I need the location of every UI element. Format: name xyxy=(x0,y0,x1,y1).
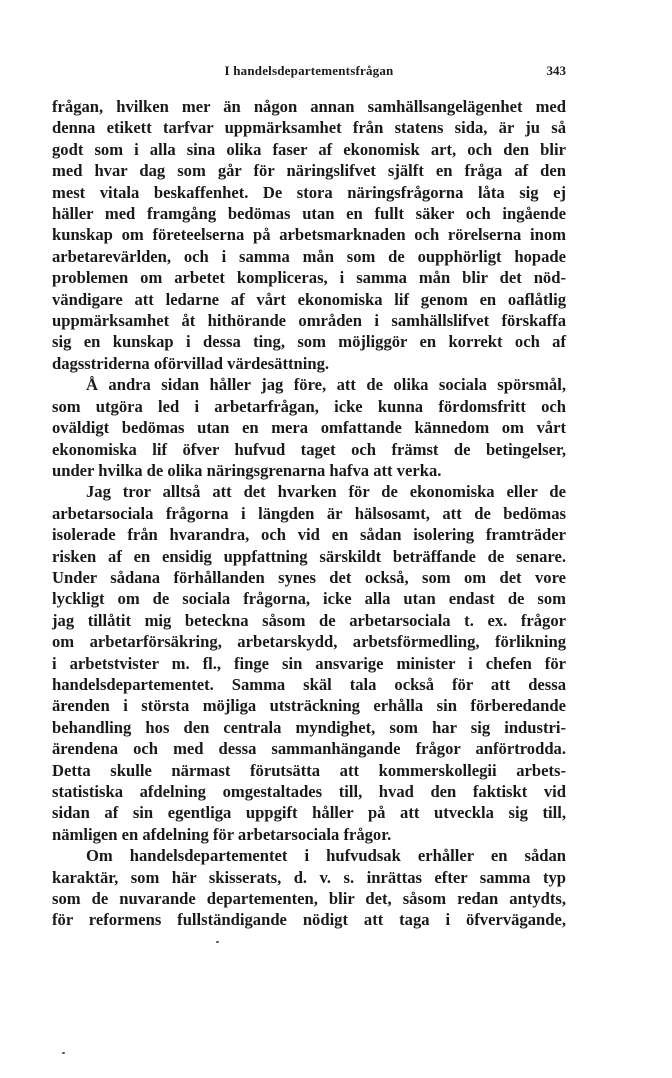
text-line: oväldigt bedömas utan en mera omfattande kännedom om vårt xyxy=(52,418,566,438)
text-line: i arbetstvister m. fl., finge sin ansvarige minister i chefen för xyxy=(52,653,566,673)
body-text xyxy=(52,96,566,931)
text-line: dagsstriderna oförvillad värdesättning. xyxy=(52,353,330,373)
text-line: statistiska afdelning omgestaltades till, hvad den faktiskt vid xyxy=(52,782,566,801)
text-line: karaktär, som här skisserats, d. v. s. inrättas efter samma typ xyxy=(52,867,566,887)
text-line: för reformens fullständigande nödigt att taga i öfvervägande, xyxy=(52,910,566,930)
running-head xyxy=(52,63,566,85)
text-line: häller med framgång bedömas utan en fullt säker och ingående xyxy=(52,204,566,224)
running-title: I handelsdepartementsfrågan xyxy=(224,63,394,78)
text-line: om arbetarförsäkring, arbetarskydd, arbetsförmedling, förlikning xyxy=(52,632,566,652)
text-line: med hvar dag som går för näringslifvet själft en fråga af den xyxy=(52,161,566,181)
text-line: kunskap om företeelserna på arbetsmarknaden och rörelserna inom xyxy=(52,225,566,245)
text-line: sig en kunskap i dessa ting, som möjliggör en korrekt och af xyxy=(52,332,566,352)
text-line: ärenden i största möjliga utsträckning erhålla sin förberedande xyxy=(52,696,566,716)
text-line: risken af en ensidig uppfattning särskildt beträffande de senare. xyxy=(52,546,566,566)
text-line: sidan af sin egentliga uppgift håller på att utveckla sig till, xyxy=(52,803,566,823)
text-line: som utgöra led i arbetarfrågan, icke kunna fördomsfritt och xyxy=(52,396,566,416)
text-line: ärendena och med dessa sammanhängande frågor anförtrodda. xyxy=(52,739,566,759)
text-line: denna etikett tarfvar uppmärksamhet från statens sida, är ju så xyxy=(52,118,566,138)
text-line: Detta skulle närmast förutsätta att kommerskollegii arbets- xyxy=(52,760,566,780)
text-line: behandling hos den centrala myndighet, som har sig industri- xyxy=(52,717,566,737)
text-line: frågan, hvilken mer än någon annan samhällsangelägenhet med xyxy=(52,97,566,116)
text-line: jag tillåtit mig beteckna såsom de arbetarsociala t. ex. frågor xyxy=(52,610,566,630)
text-line: vändigare att ledarne af vårt ekonomiska lif genom en oaflåtlig xyxy=(52,289,566,309)
text-line: godt som i alla sina olika faser af ekonomisk art, och den blir xyxy=(52,139,566,159)
text-line: Jag tror alltså att det hvarken för de ekonomiska eller de xyxy=(86,482,566,502)
text-line: handelsdepartementet. Samma skäl tala också för att dessa xyxy=(52,674,566,694)
text-line: lyckligt om de sociala frågorna, icke alla utan endast de som xyxy=(52,589,566,609)
paragraph xyxy=(52,845,566,931)
text-line: som de nuvarande departementen, blir det, såsom redan antydts, xyxy=(52,889,566,909)
ink-speck xyxy=(62,1052,65,1054)
text-line: isolerade från hvarandra, och vid en sådan isolering framträder xyxy=(52,525,566,545)
page-number: 343 xyxy=(546,63,566,78)
text-line: Å andra sidan håller jag före, att de olika sociala spörsmål, xyxy=(86,375,566,395)
text-line: nämligen en afdelning för arbetarsociala frågor. xyxy=(52,824,392,844)
text-line: ekonomiska lif öfver hufvud taget och främst de betingelser, xyxy=(52,439,566,459)
paragraph xyxy=(52,374,566,481)
ink-speck xyxy=(216,941,219,943)
text-line: problemen om arbetet kompliceras, i samma mån blir det nöd- xyxy=(52,268,566,288)
text-line: arbetarsociala frågorna i längden är hälsosamt, att de bedömas xyxy=(52,503,566,523)
text-line: arbetarevärlden, och i samma mån som de oupphörligt hopade xyxy=(52,246,566,266)
text-line: Om handelsdepartementet i hufvudsak erhåller en sådan xyxy=(86,846,566,866)
text-line: uppmärksamhet åt hithörande områden i samhällslifvet förskaffa xyxy=(52,311,566,331)
paragraph xyxy=(52,481,566,845)
paragraph xyxy=(52,96,566,374)
text-line: mest vitala beskaffenhet. De stora näringsfrågorna låta sig ej xyxy=(52,182,566,202)
text-line: Under sådana förhållanden synes det också, som om det vore xyxy=(52,567,566,587)
text-line: under hvilka de olika näringsgrenarna hafva att verka. xyxy=(52,460,442,480)
